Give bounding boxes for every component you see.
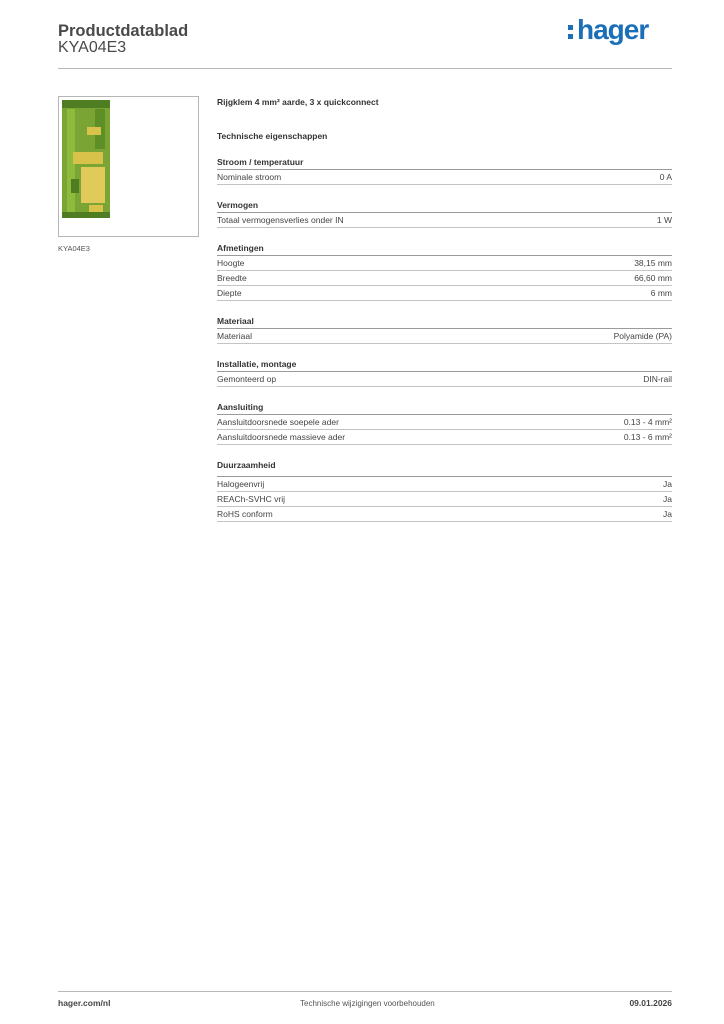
image-caption: KYA04E3 [58,244,90,253]
spec-row [217,170,672,185]
terminal-clip [71,179,79,193]
spec-label: Aansluitdoorsnede massieve ader [217,432,346,442]
spec-value: Ja [663,509,672,519]
spec-label: Gemonteerd op [217,374,277,384]
spec-value: 0 A [659,172,672,182]
spec-section-aansluiting [217,401,672,445]
spec-label: Totaal vermogensverlies onder IN [217,215,344,225]
product-code: KYA04E3 [58,39,127,56]
spec-label: Hoogte [217,258,245,268]
spec-label: Nominale stroom [217,172,282,182]
spec-row [217,286,672,301]
footer-divider [58,991,672,992]
hager-logo[interactable] [568,14,648,46]
section-title: Stroom / temperatuur [217,156,672,170]
section-title: Vermogen [217,199,672,213]
spec-value: Polyamide (PA) [613,331,672,341]
spec-value: 6 mm [650,288,672,298]
spec-value: DIN-rail [643,374,672,384]
spec-section-afmetingen [217,242,672,301]
section-title: Duurzaamheid [217,460,276,470]
header-divider [58,68,672,69]
spec-label: Breedte [217,273,247,283]
spec-value: 0.13 - 6 mm² [623,432,672,442]
spec-rows [217,476,672,522]
spec-row [217,430,672,445]
stripe-yellow-1 [87,127,101,135]
spec-row [217,492,672,507]
spec-section-duurzaamheid [217,459,672,522]
section-title: Afmetingen [217,242,672,256]
product-image [58,96,199,237]
spec-section-installatie [217,358,672,387]
terminal-base [62,212,110,218]
footer-date: 09.01.2026 [629,998,672,1008]
spec-label: REACh-SVHC vrij [217,494,286,504]
spec-row [217,477,672,492]
section-title: Materiaal [217,315,672,329]
spec-label: Halogeenvrij [217,479,265,489]
spec-section-vermogen [217,199,672,228]
spec-value: 0.13 - 4 mm² [623,417,672,427]
spec-row [217,415,672,430]
spec-value: 66,60 mm [634,273,672,283]
spec-value: 1 W [656,215,672,225]
spec-label: Materiaal [217,331,252,341]
logo-colon-mark [568,20,575,42]
spec-row [217,213,672,228]
spec-row [217,329,672,344]
logo-text: hager [577,14,649,45]
spec-section-materiaal [217,315,672,344]
section-title: Aansluiting [217,401,672,415]
spec-label: Aansluitdoorsnede soepele ader [217,417,339,427]
stripe-yellow-2 [73,152,103,164]
section-title: Installatie, montage [217,358,672,372]
footer-disclaimer: Technische wijzigingen voorbehouden [300,999,435,1008]
spec-value: Ja [663,479,672,489]
stripe-yellow-3 [81,167,105,203]
specifications-panel [217,96,672,522]
product-description: Rijgklem 4 mm² aarde, 3 x quickconnect [217,97,379,107]
spec-row [217,372,672,387]
spec-value: Ja [663,494,672,504]
stripe-yellow-4 [89,205,103,213]
spec-row [217,507,672,522]
terminal-top-edge [62,100,110,108]
spec-section-stroom [217,156,672,185]
spec-label: RoHS conform [217,509,273,519]
specs-heading: Technische eigenschappen [217,131,328,141]
footer-website-link[interactable]: hager.com/nl [58,998,111,1008]
spec-label: Diepte [217,288,242,298]
spec-row [217,256,672,271]
document-title: Productdatablad [58,22,189,40]
terminal-block-illustration [59,97,198,236]
spec-value: 38,15 mm [634,258,672,268]
spec-row [217,271,672,286]
